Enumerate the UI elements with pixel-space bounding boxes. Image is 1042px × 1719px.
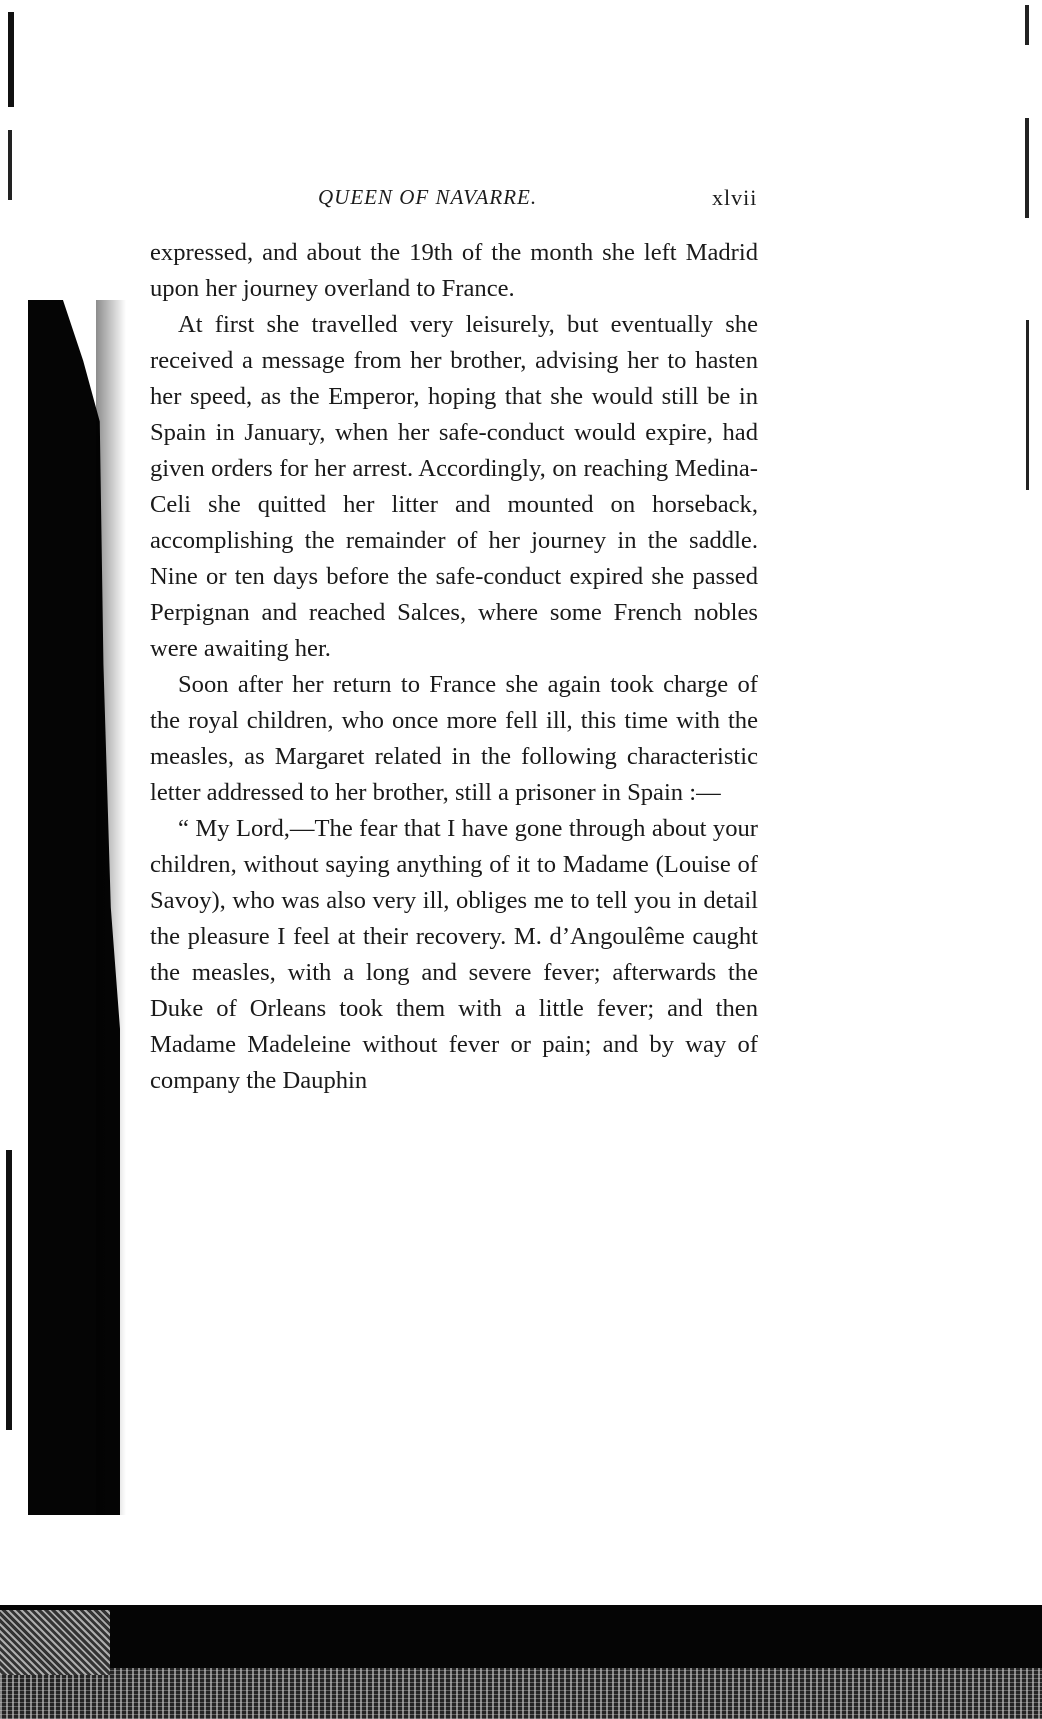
body-text bbox=[150, 235, 758, 1099]
paragraph: At first she travelled very leisurely, but eventually she received a message from her brother, advising her to hasten her speed, as the Emperor, hoping that she would still be in Spain in January, when her safe-conduct would expire, had given orders for her arrest. Accordingly, on reaching Medina-Celi she quitted her litter and mounted on horseback, accomplishing the remainder of her journey in the saddle. Nine or ten days before the safe-conduct expired she passed Perpignan and reached Salces, where some French nobles were awaiting her. bbox=[150, 311, 758, 662]
scan-edge-mark bbox=[1025, 5, 1029, 45]
scan-edge-mark bbox=[6, 1150, 12, 1430]
scan-edge-mark bbox=[1026, 320, 1029, 490]
page-number: xlvii bbox=[712, 185, 758, 210]
scan-edge-mark bbox=[8, 12, 14, 107]
paragraph: expressed, and about the 19th of the month she left Madrid upon her journey overland to France. bbox=[150, 239, 758, 302]
running-head: QUEEN OF NAVARRE. bbox=[318, 185, 538, 209]
scan-edge-mark bbox=[8, 130, 12, 200]
scan-edge-mark bbox=[1025, 118, 1029, 218]
paragraph: “ My Lord,—The fear that I have gone through about your children, without saying anything of it to Madame (Louise of Savoy), who was also very ill, obliges me to tell you in detail the pleasure I feel at their recovery. M. d’Angoulême caught the measles, with a long and severe fever; afterwards the Duke of Orleans took them with a little fever; and then Madame Madeleine without fever or pain; and by way of company the Dauphin bbox=[150, 815, 758, 1094]
scan-bottom-noise bbox=[0, 1668, 1042, 1719]
binding-shadow-fade bbox=[96, 300, 126, 1515]
scan-corner-noise bbox=[0, 1610, 110, 1675]
paragraph: Soon after her return to France she again took charge of the royal children, who once more fell ill, this time with the measles, as Margaret related in the following characteristic letter addressed to her brother, still a prisoner in Spain :— bbox=[150, 671, 758, 806]
